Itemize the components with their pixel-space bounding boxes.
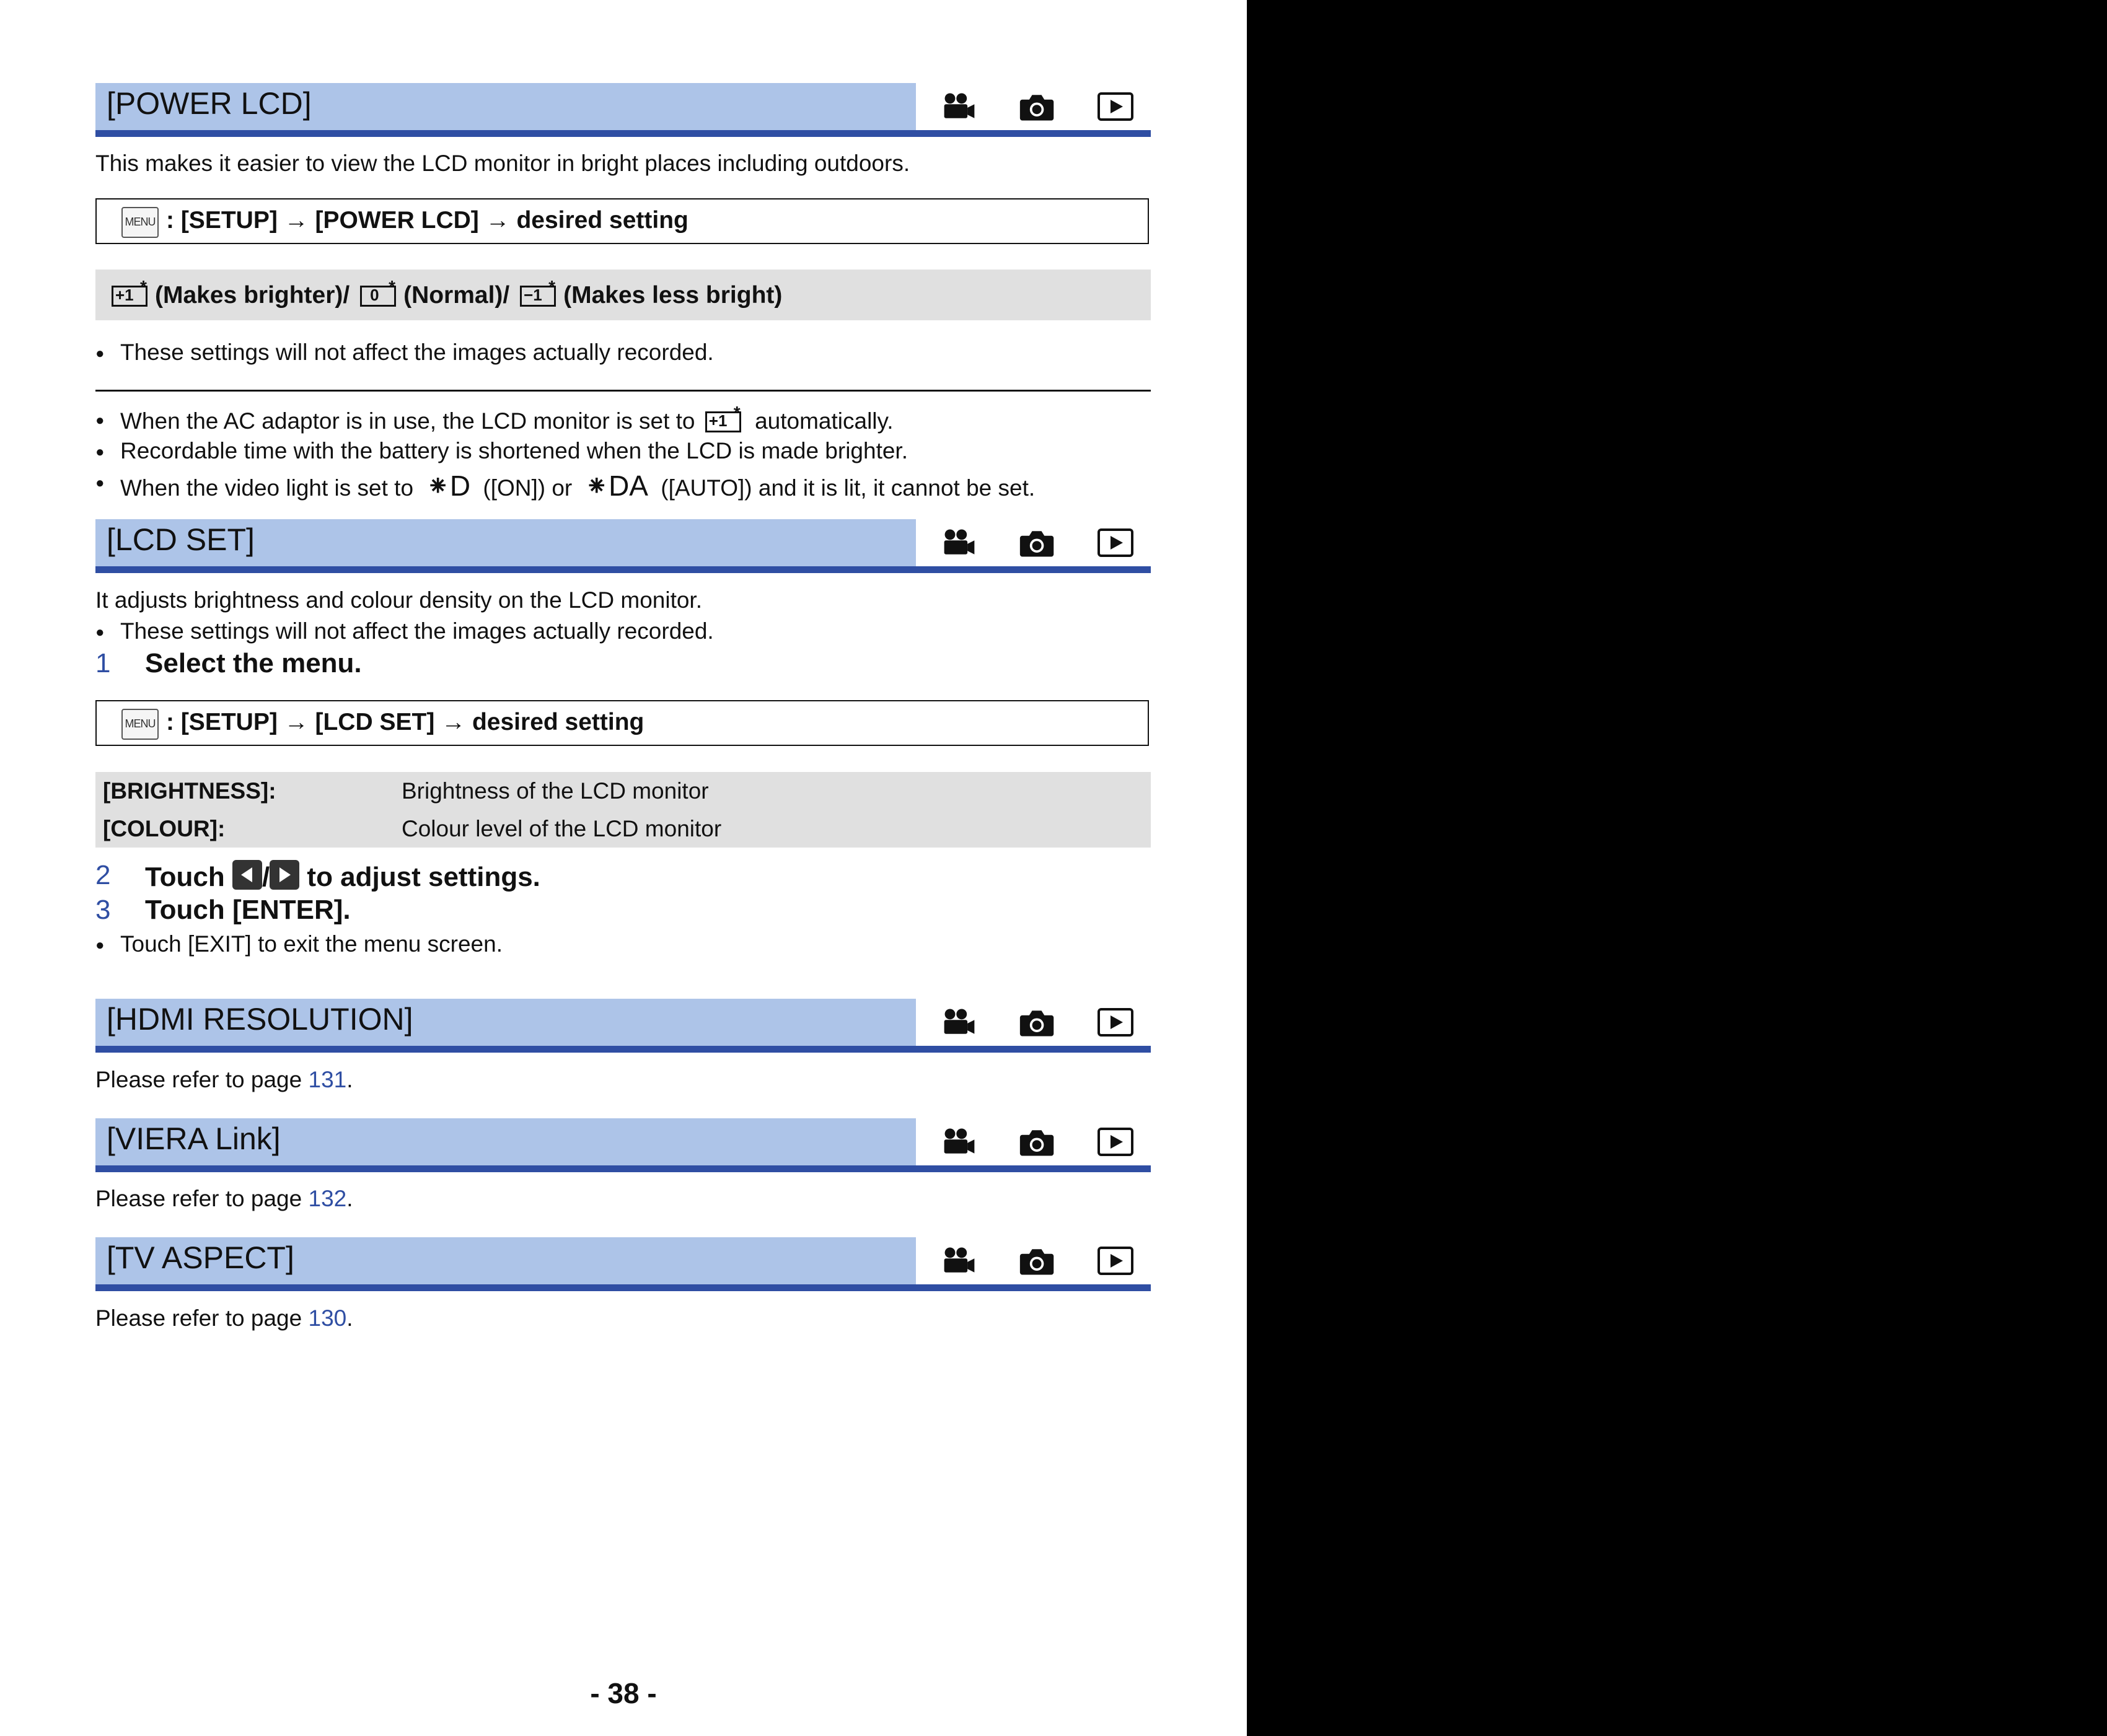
section-title: [HDMI RESOLUTION] bbox=[107, 1002, 413, 1037]
lcd-set-description: It adjusts brightness and colour density on the LCD monitor. bbox=[95, 587, 702, 613]
arrow-right-icon bbox=[270, 860, 299, 890]
page-link[interactable]: 132 bbox=[308, 1186, 347, 1211]
table-value: Colour level of the LCD monitor bbox=[402, 816, 722, 841]
mode-icons bbox=[941, 1123, 1145, 1162]
playback-icon bbox=[1097, 1004, 1134, 1041]
section-title: [TV ASPECT] bbox=[107, 1240, 294, 1275]
video-camera-icon bbox=[941, 88, 978, 125]
step-number: 3 bbox=[95, 895, 111, 925]
section-header-power-lcd bbox=[95, 83, 1151, 136]
table-key: [COLOUR]: bbox=[103, 816, 226, 841]
table-value: Brightness of the LCD monitor bbox=[402, 778, 709, 804]
menu-key-icon: MENU bbox=[121, 207, 159, 238]
playback-icon bbox=[1097, 524, 1134, 561]
mode-icons bbox=[941, 524, 1145, 563]
section-title: [LCD SET] bbox=[107, 522, 255, 557]
section-header-tv-aspect bbox=[95, 1237, 1151, 1291]
page-link[interactable]: 131 bbox=[308, 1067, 347, 1092]
step-number: 1 bbox=[95, 648, 111, 678]
video-light-on-icon: ⁕D bbox=[426, 470, 471, 502]
video-light-auto-icon: ⁕DA bbox=[584, 470, 648, 502]
arrow-left-icon bbox=[232, 860, 262, 890]
step-number: 2 bbox=[95, 860, 111, 890]
option-brighter: (Makes brighter)/ bbox=[155, 282, 350, 309]
power-lcd-note: ● These settings will not affect the images actually recorded. bbox=[120, 340, 714, 366]
power-lcd-options bbox=[95, 270, 1151, 320]
section-title: [POWER LCD] bbox=[107, 86, 312, 121]
mode-icons bbox=[941, 1242, 1145, 1281]
step-text: Touch / to adjust settings. bbox=[145, 860, 540, 893]
section-header-lcd-set bbox=[95, 519, 1151, 572]
camera-icon bbox=[1019, 1004, 1056, 1041]
option-normal: (Normal)/ bbox=[403, 282, 510, 309]
lcd-set-table bbox=[95, 772, 1151, 848]
page-link[interactable]: 130 bbox=[308, 1305, 347, 1331]
menu-key-icon: MENU bbox=[121, 709, 159, 740]
video-camera-icon bbox=[941, 524, 978, 561]
camera-icon bbox=[1019, 88, 1056, 125]
hdmi-page-ref: Please refer to page 131. bbox=[95, 1067, 353, 1092]
video-camera-icon bbox=[941, 1242, 978, 1279]
lcd-set-note: ● These settings will not affect the images actually recorded. bbox=[120, 618, 714, 644]
menu-path-box bbox=[95, 700, 1149, 746]
playback-icon bbox=[1097, 88, 1134, 125]
bullet-video-light: ● When the video light is set to ⁕D ([ON]) or ⁕DA ([AUTO]) and it is lit, it cannot be set. bbox=[120, 469, 1035, 502]
divider bbox=[95, 390, 1151, 392]
playback-icon bbox=[1097, 1242, 1134, 1279]
table-key: [BRIGHTNESS]: bbox=[103, 778, 276, 804]
step-text: Touch [ENTER]. bbox=[145, 895, 351, 925]
mode-icons bbox=[941, 1004, 1145, 1042]
video-camera-icon bbox=[941, 1123, 978, 1160]
brightness-minus-icon: −1 * bbox=[520, 281, 560, 307]
section-title: [VIERA Link] bbox=[107, 1121, 281, 1156]
camera-icon bbox=[1019, 1242, 1056, 1279]
camera-icon bbox=[1019, 1123, 1056, 1160]
menu-path: : [SETUP] → [POWER LCD] → desired setting bbox=[166, 207, 688, 234]
option-less-bright: (Makes less bright) bbox=[563, 282, 783, 309]
bullet-battery: ● Recordable time with the battery is shortened when the LCD is made brighter. bbox=[120, 438, 908, 464]
menu-path-box bbox=[95, 198, 1149, 244]
mode-icons bbox=[941, 88, 1145, 126]
section-header-viera bbox=[95, 1118, 1151, 1172]
tv-aspect-page-ref: Please refer to page 130. bbox=[95, 1305, 353, 1331]
playback-icon bbox=[1097, 1123, 1134, 1160]
power-lcd-description: This makes it easier to view the LCD monitor in bright places including outdoors. bbox=[95, 151, 910, 176]
brightness-normal-icon: 0 * bbox=[360, 281, 400, 307]
camera-icon bbox=[1019, 524, 1056, 561]
lcd-set-exit-note: ● Touch [EXIT] to exit the menu screen. bbox=[120, 931, 503, 957]
video-camera-icon bbox=[941, 1004, 978, 1041]
viera-page-ref: Please refer to page 132. bbox=[95, 1186, 353, 1211]
step-text: Select the menu. bbox=[145, 648, 362, 678]
brightness-plus-icon: +1 * bbox=[705, 406, 745, 432]
brightness-plus-icon: +1 * bbox=[112, 281, 151, 307]
bullet-ac-adaptor: ● When the AC adaptor is in use, the LCD monitor is set to +1 * automatically. bbox=[120, 406, 894, 434]
menu-path: : [SETUP] → [LCD SET] → desired setting bbox=[166, 709, 644, 735]
section-header-hdmi bbox=[95, 999, 1151, 1052]
page-number: - 38 - bbox=[590, 1677, 657, 1709]
